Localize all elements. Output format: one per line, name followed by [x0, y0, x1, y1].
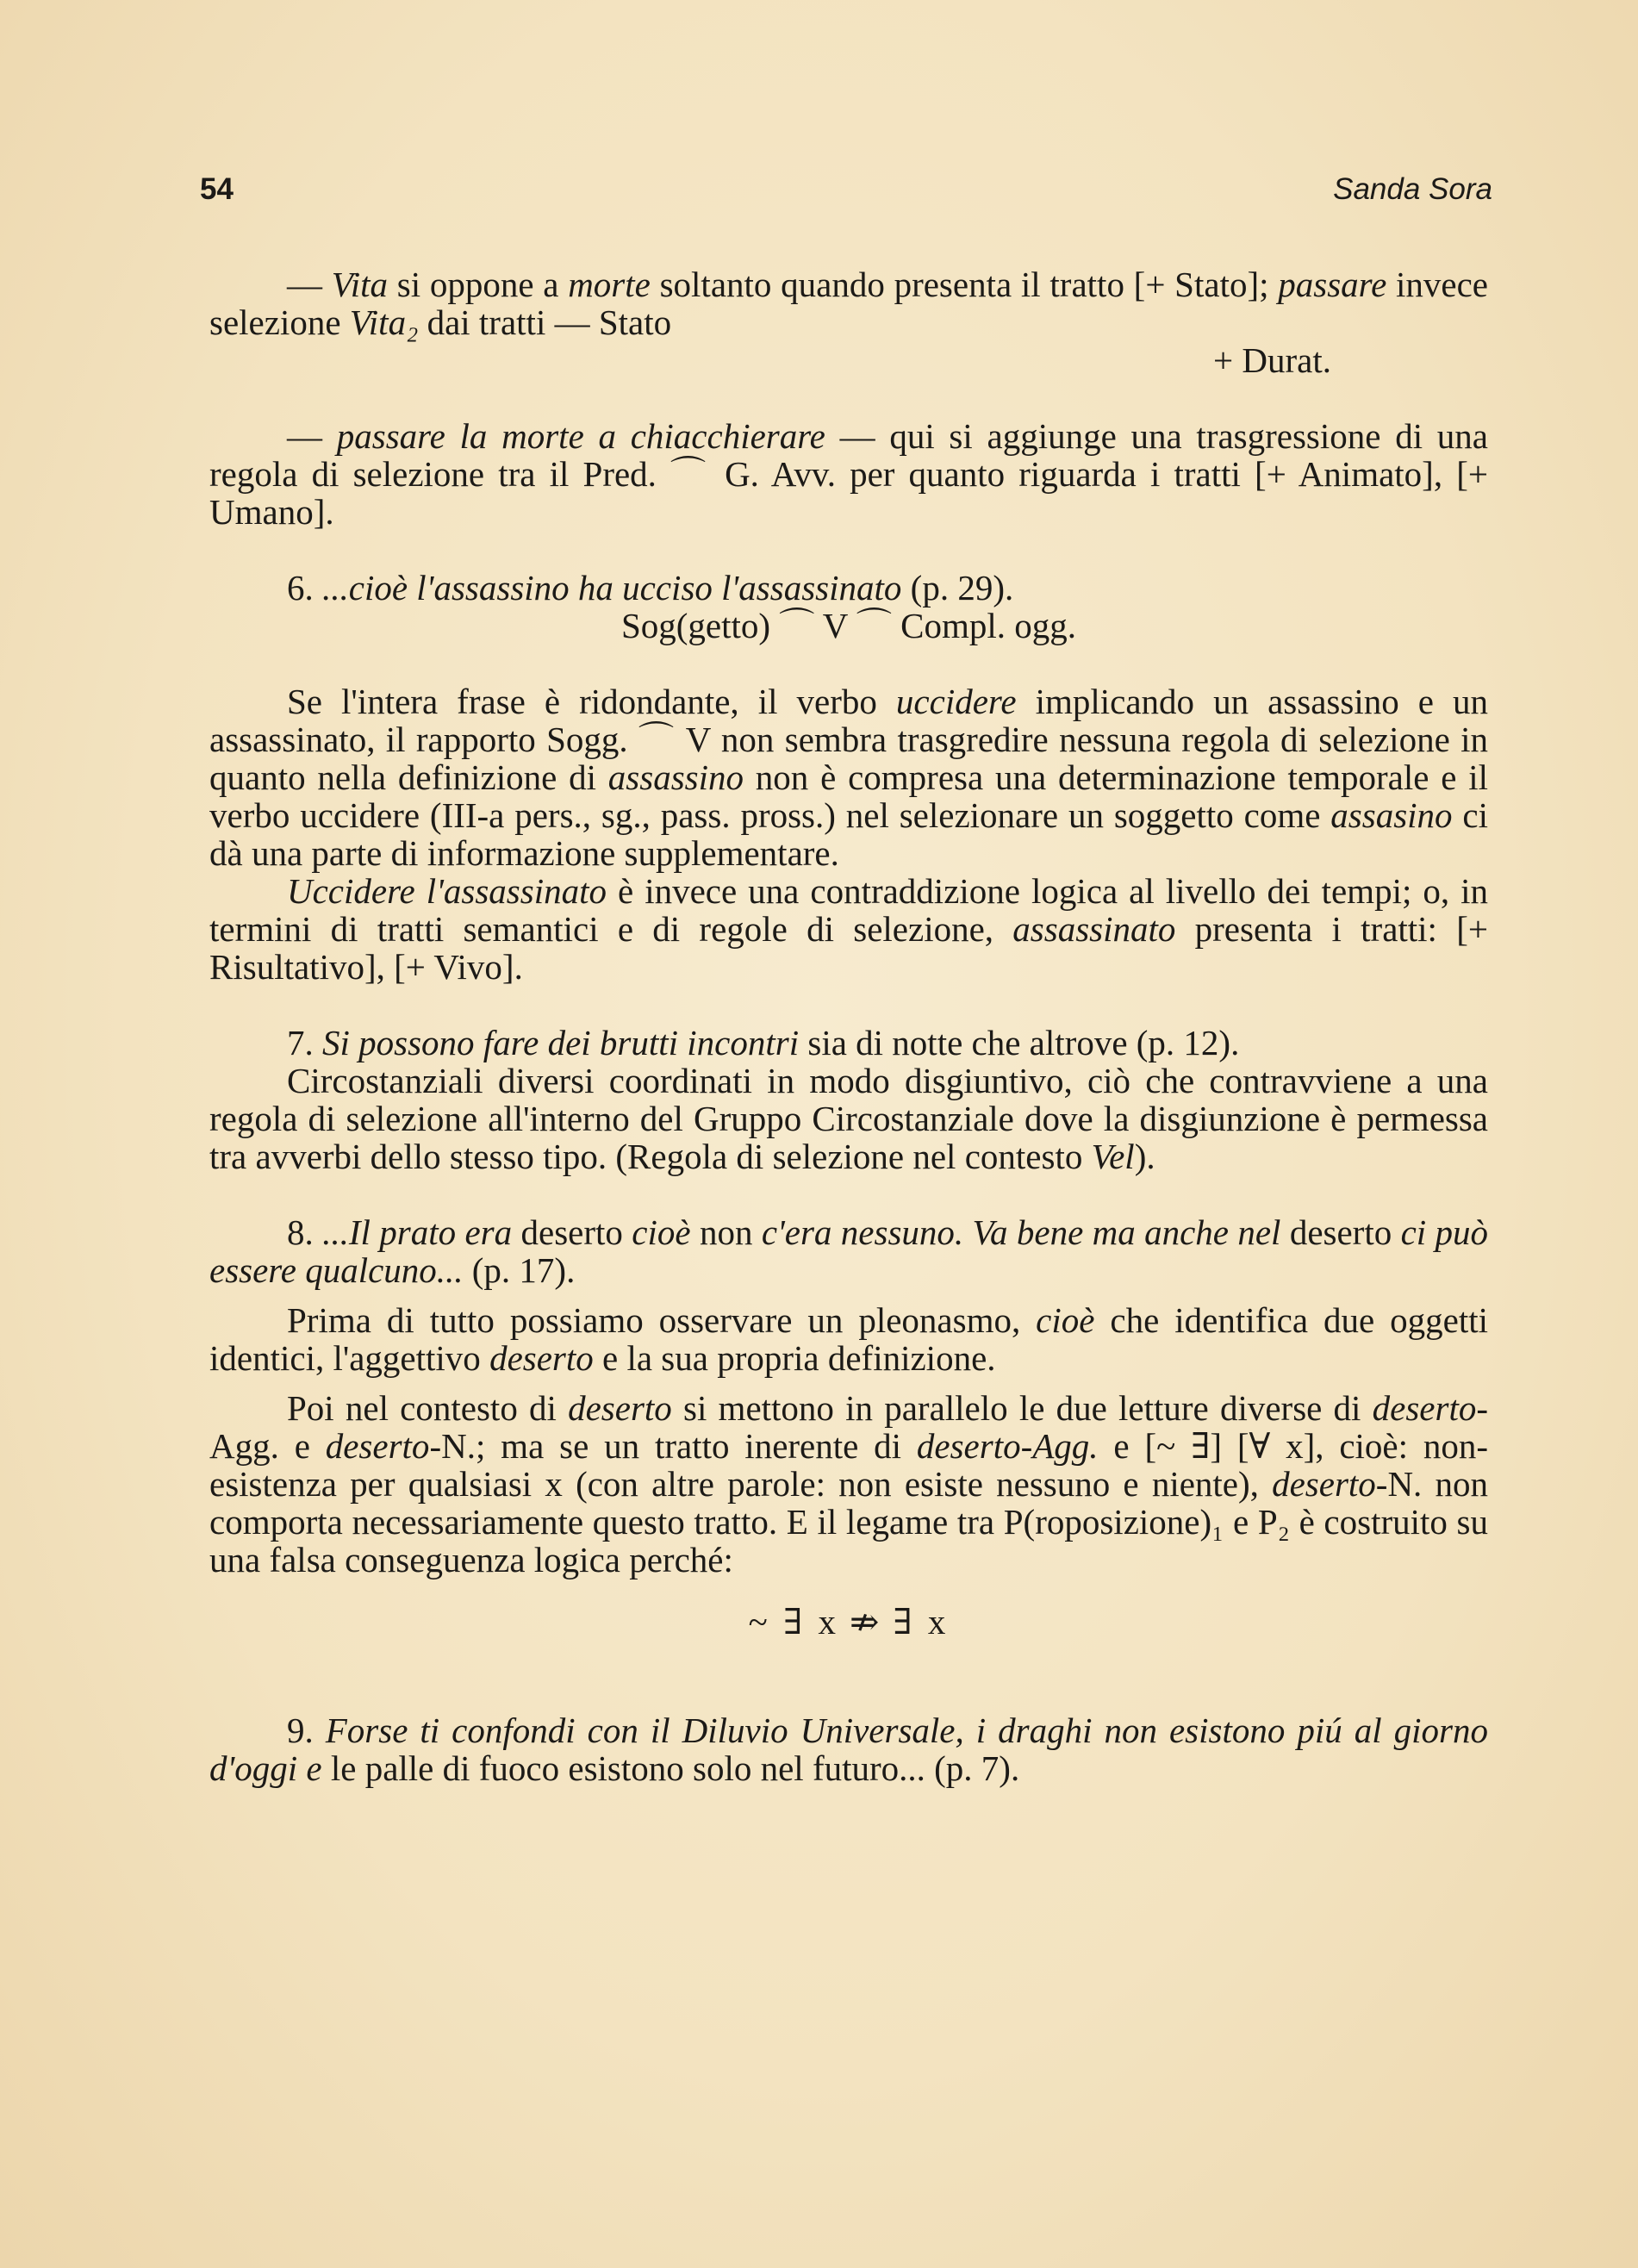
body-text [209, 265, 1488, 1787]
paragraph-6a [209, 682, 1488, 872]
text: 9. [287, 1710, 326, 1750]
text: uccidere [895, 682, 1017, 721]
text: (p. 17). [463, 1250, 576, 1290]
text: assassinato [1012, 909, 1176, 949]
text: ...Il prato era [322, 1212, 513, 1252]
text: soltanto quando presenta il tratto [+ Stato]; [650, 265, 1279, 304]
text: — [287, 265, 332, 304]
text: Vel [1091, 1137, 1135, 1176]
text: (p. 29). [901, 568, 1014, 608]
tratti-continuation [209, 341, 1488, 379]
text: Vita₂ [349, 302, 419, 342]
text: 6. [287, 568, 322, 608]
paragraph-8b [209, 1389, 1488, 1579]
text: Uccidere l'assassinato [287, 871, 607, 911]
text: si oppone a [388, 265, 569, 304]
paragraph-vita [209, 265, 1488, 341]
logic-formula [209, 1603, 1488, 1641]
text: non [690, 1212, 762, 1252]
text: ci può essere qualcuno... [209, 1212, 1489, 1290]
paragraph-7 [209, 1062, 1488, 1175]
text: Vita [331, 265, 389, 304]
text: Se l'intera frase è ridondante, il verbo [287, 682, 896, 721]
formula-left: ~ ∃ x [748, 1602, 840, 1642]
text: 7. [287, 1023, 322, 1062]
example-6-heading [209, 569, 1488, 607]
text: + Durat. [1213, 340, 1331, 380]
formula-operator: ⇏ [850, 1602, 883, 1642]
text: deserto-Agg. [916, 1426, 1099, 1466]
text: -N. non comporta necessariamente questo tratto. E il legame tra P(roposizione)₁ e P₂ è costruito su una falsa conseguenza logica perché: [209, 1464, 1488, 1580]
text: ...cioè l'assassino ha ucciso l'assassinato [322, 568, 902, 608]
text: deserto [568, 1388, 672, 1428]
text: è invece una contraddizione logica al livello dei tempi; o, in termini di tratti semantici e di regole di selezione, [209, 871, 1488, 949]
text: cioè [1036, 1300, 1095, 1340]
text: 8. [287, 1212, 323, 1252]
text: le palle di fuoco esistono solo nel futuro... (p. 7). [321, 1748, 1020, 1788]
paragraph-passare [209, 417, 1488, 531]
page-header [200, 172, 1492, 215]
text: Circostanziali diversi coordinati in modo disgiuntivo, ciò che contravviene a una regola di selezione all'interno del Gruppo Circostanziale dove la disgiunzione è permessa tra avverbi dello stesso tipo. (Regola di selezione nel contesto [209, 1061, 1488, 1176]
text: -N.; ma se un tratto inerente di [429, 1426, 917, 1466]
text: ). [1134, 1137, 1155, 1176]
running-head: Sanda Sora [1333, 172, 1492, 206]
text: che identifica due oggetti identici, l'aggettivo [209, 1300, 1488, 1378]
paragraph-6b [209, 872, 1488, 986]
text: cioè [632, 1212, 691, 1252]
text: sia di notte che altrove (p. 12). [799, 1023, 1240, 1062]
text: si mettono in parallelo le due letture diverse di [671, 1388, 1373, 1428]
text: Prima di tutto possiamo osservare un pleonasmo, [287, 1300, 1037, 1340]
example-7-heading [209, 1024, 1488, 1062]
example-6-formula: Sog(getto) ⌒ V ⌒ Compl. ogg. [620, 606, 1077, 645]
text: e [~ ∃] [∀ x], cioè: non-esistenza per qualsiasi x (con altre parole: non esiste nessuno e niente), [209, 1426, 1488, 1504]
text: invece selezione [209, 265, 1488, 342]
text: passare la morte a chiacchierare [336, 416, 825, 456]
text: deserto [1272, 1464, 1376, 1504]
text: assassino [607, 757, 744, 797]
text: deserto [512, 1212, 632, 1252]
example-9-heading [209, 1711, 1488, 1787]
text: non è compresa una determinazione temporale e il verbo uccidere (III-a pers., sg., pass. pross.) nel selezionare un soggetto come [209, 757, 1488, 835]
text: — qui si aggiunge una trasgressione di una regola di selezione tra il Pred. ⌒ G. Avv. per quanto riguarda i tratti [+ Animato], [+ Umano]. [209, 416, 1489, 532]
text: dai tratti — Stato [418, 302, 672, 342]
paragraph-8a [209, 1301, 1488, 1377]
text: deserto [1280, 1212, 1401, 1252]
text: passare [1278, 265, 1387, 304]
text: assasino [1330, 795, 1453, 835]
text: deserto [489, 1338, 594, 1378]
formula-right: ∃ x [893, 1602, 950, 1642]
text: — [287, 416, 337, 456]
text: Poi nel contesto di [287, 1388, 569, 1428]
text: deserto [325, 1426, 430, 1466]
text: implicando un assassino e un assassinato, il rapporto Sogg. ⌒ V non sembra trasgredire nessuna regola di selezione in quanto nella definizione di [209, 682, 1488, 797]
text: -Agg. e [209, 1388, 1488, 1466]
text: c'era nessuno. Va bene ma anche nel [761, 1212, 1281, 1252]
text: morte [568, 265, 651, 304]
text: presenta i tratti: [+ Risultativo], [+ Vivo]. [209, 909, 1488, 987]
text: deserto [1372, 1388, 1477, 1428]
example-8-heading [209, 1213, 1488, 1289]
text: Forse ti confondi con il Diluvio Universale, i draghi non esistono piú al giorno d'oggi e [209, 1710, 1488, 1788]
text: ci dà una parte di informazione supplementare. [209, 795, 1488, 873]
page-number: 54 [200, 172, 234, 206]
text: Si possono fare dei brutti incontri [322, 1023, 800, 1062]
text: e la sua propria definizione. [593, 1338, 996, 1378]
